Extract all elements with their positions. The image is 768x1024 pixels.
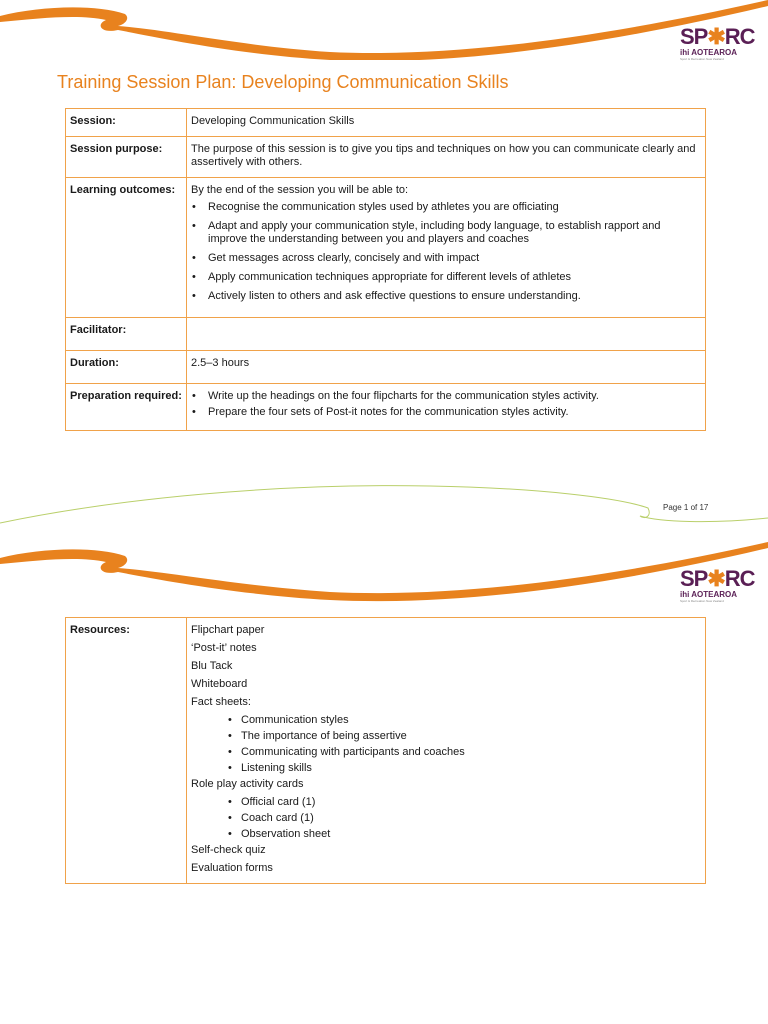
list-item: • Listening skills: [191, 762, 701, 775]
preparation-label: Preparation required:: [66, 384, 187, 431]
preparation-list: [191, 390, 701, 419]
resources-label: Resources:: [66, 618, 187, 884]
list-item: Fact sheets:: [191, 696, 251, 708]
session-label: Session:: [66, 109, 187, 137]
resources-value: [187, 618, 706, 884]
footer-swoosh: [0, 478, 768, 528]
preparation-value: [187, 384, 706, 431]
list-item: Self-check quiz: [191, 844, 266, 856]
header-swoosh: [0, 530, 768, 602]
logo-subtext: ihi AOTEAROA: [680, 48, 738, 57]
facilitator-label: Facilitator:: [66, 318, 187, 351]
table-row: [66, 109, 706, 137]
list-item: • Coach card (1): [191, 812, 701, 825]
outcomes-label: Learning outcomes:: [66, 178, 187, 318]
duration-value: 2.5–3 hours: [187, 351, 706, 384]
list-item: • Recognise the communication styles used by athletes you are officiating: [191, 201, 701, 214]
table-row: [66, 384, 706, 431]
list-item: ‘Post-it’ notes: [191, 642, 257, 654]
purpose-value: The purpose of this session is to give you tips and techniques on how you can communicate clearly and assertively with others.: [187, 137, 706, 178]
list-item: • Write up the headings on the four flipcharts for the communication styles activity.: [191, 390, 701, 403]
list-item: • Prepare the four sets of Post-it notes for the communication styles activity.: [191, 406, 701, 419]
list-item: Blu Tack: [191, 660, 233, 672]
fact-sheets-list: [191, 714, 701, 775]
list-item: Flipchart paper: [191, 624, 265, 636]
table-row: [66, 351, 706, 384]
roleplay-list: [191, 796, 701, 841]
list-item: • The importance of being assertive: [191, 730, 701, 743]
session-value: Developing Communication Skills: [187, 109, 706, 137]
list-item: • Apply communication techniques appropriate for different levels of athletes: [191, 271, 701, 284]
list-item: Role play activity cards: [191, 778, 304, 790]
facilitator-value: [187, 318, 706, 351]
page-2: [0, 530, 768, 1024]
table-row: [66, 318, 706, 351]
sparc-logo: SP✱RC ihi AOTEAROA Sport & Recreation New Zealand: [680, 24, 755, 61]
table-row: [66, 618, 706, 884]
logo-subtext: ihi AOTEAROA: [680, 590, 738, 599]
resources-table: [65, 617, 706, 884]
list-item: • Get messages across clearly, concisely and with impact: [191, 252, 701, 265]
list-item: • Communicating with participants and coaches: [191, 746, 701, 759]
duration-label: Duration:: [66, 351, 187, 384]
outcomes-intro: By the end of the session you will be able to:: [191, 184, 409, 196]
table-row: [66, 137, 706, 178]
list-item: • Actively listen to others and ask effective questions to ensure understanding.: [191, 290, 701, 303]
list-item: Whiteboard: [191, 678, 248, 690]
logo-tagline: Sport & Recreation New Zealand: [680, 599, 724, 603]
session-plan-table: [65, 108, 706, 431]
list-item: • Official card (1): [191, 796, 701, 809]
outcomes-list: [191, 201, 701, 303]
list-item: Evaluation forms: [191, 862, 273, 874]
list-item: • Communication styles: [191, 714, 701, 727]
list-item: • Adapt and apply your communication style, including body language, to establish rapport and improve the understanding between you and players and coaches: [191, 220, 701, 246]
page-number: Page 1 of 17: [663, 503, 709, 512]
page-title: Training Session Plan: Developing Communication Skills: [57, 72, 509, 92]
table-row: [66, 178, 706, 318]
logo-tagline: Sport & Recreation New Zealand: [680, 57, 724, 61]
outcomes-value: [187, 178, 706, 318]
purpose-label: Session purpose:: [66, 137, 187, 178]
header-swoosh: [0, 0, 768, 60]
sparc-logo: SP✱RC ihi AOTEAROA Sport & Recreation New Zealand: [680, 566, 755, 603]
list-item: • Observation sheet: [191, 828, 701, 841]
